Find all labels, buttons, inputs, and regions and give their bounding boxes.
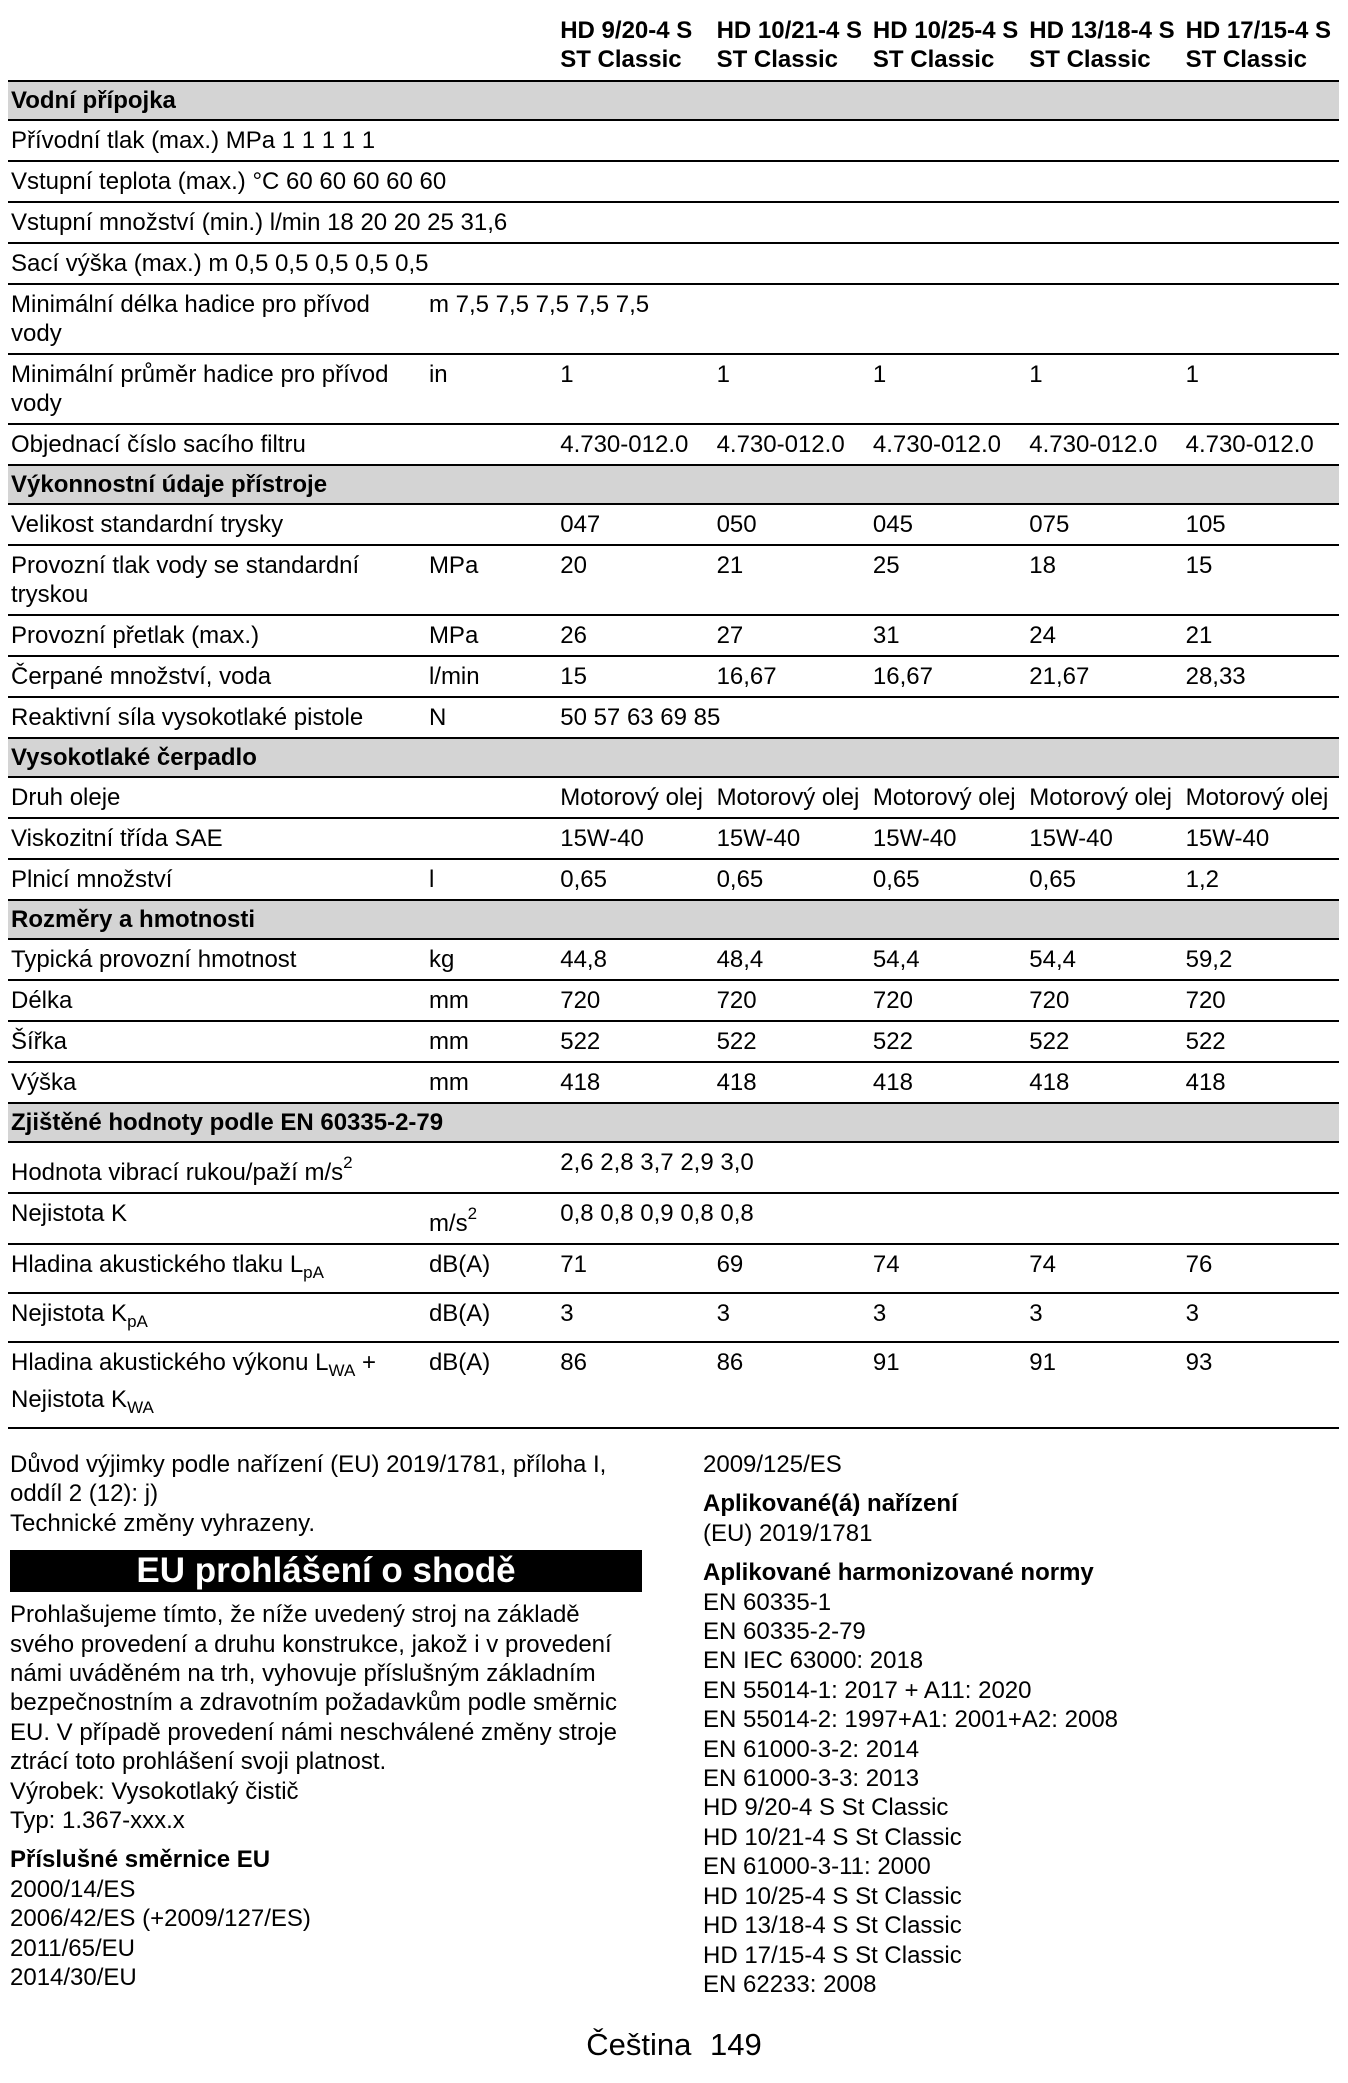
directive-item: 2011/65/EU: [10, 1934, 135, 1962]
table-row: [8, 1293, 1339, 1342]
row-value: 76: [1185, 1251, 1213, 1278]
row-value: 045: [872, 511, 913, 538]
row-unit: dB(A): [428, 1349, 491, 1376]
row-value: 4.730-012.0: [1185, 431, 1314, 458]
row-value: 3: [1185, 1300, 1199, 1327]
row-label: Hodnota vibrací rukou/paží m/s: [11, 1159, 344, 1186]
row-value: 27: [716, 622, 744, 649]
row-value: 21: [1185, 622, 1213, 649]
product-line: Výrobek: Vysokotlaký čistič: [10, 1777, 299, 1805]
row-label: Objednací číslo sacího filtru: [11, 431, 306, 458]
row-values-combined: 2,6 2,8 3,7 2,9 3,0: [560, 1149, 754, 1176]
row-value: Motorový olej: [560, 784, 703, 811]
row-value: 74: [1029, 1251, 1056, 1278]
row-values-combined: 50 57 63 69 85: [560, 704, 721, 731]
standard-item: EN 61000-3-11: 2000: [703, 1853, 931, 1881]
row-value: 418: [872, 1069, 913, 1096]
row-label: Přívodní tlak (max.) MPa 1 1 1 1 1: [11, 127, 376, 154]
row-value: 1: [1185, 361, 1199, 388]
row-unit: mm: [428, 987, 469, 1014]
row-label: Výška: [11, 1069, 77, 1096]
row-value: Motorový olej: [1029, 784, 1172, 811]
row-label: Reaktivní síla vysokotlaké pistole: [11, 704, 364, 731]
row-value: 25: [872, 552, 900, 579]
row-unit: dB(A): [428, 1251, 491, 1278]
model-header: HD 10/25-4 S ST Classic: [870, 14, 1026, 81]
section-title: Rozměry a hmotnosti: [11, 906, 256, 933]
row-unit: in: [428, 361, 448, 388]
row-label: Sací výška (max.) m 0,5 0,5 0,5 0,5 0,5: [11, 250, 429, 277]
row-value: 0,65: [716, 866, 764, 893]
row-value: 26: [560, 622, 587, 649]
row-label: Provozní tlak vody se standardní tryskou: [11, 552, 360, 608]
standard-item: EN IEC 63000: 2018: [703, 1647, 924, 1675]
row-value: 4.730-012.0: [716, 431, 845, 458]
row-label: Nejistota K: [11, 1300, 128, 1327]
model-header: HD 9/20-4 S ST Classic: [557, 14, 713, 81]
row-value: 720: [872, 987, 913, 1014]
label-subscript: pA: [303, 1263, 324, 1282]
model-header-row: [8, 14, 1339, 81]
row-value: 15: [560, 663, 587, 690]
section-header-row: [8, 465, 1339, 504]
section-header-row: [8, 1103, 1339, 1142]
page-footer: [0, 2026, 1348, 2064]
row-value: 3: [1029, 1300, 1043, 1327]
row-value: 15W-40: [1029, 825, 1113, 852]
row-value: Motorový olej: [1185, 784, 1329, 811]
row-label: Čerpané množství, voda: [11, 663, 272, 690]
row-unit: dB(A): [428, 1300, 491, 1327]
page-number: 149: [710, 2027, 762, 2062]
section-header-row: [8, 900, 1339, 939]
table-row: [8, 697, 1339, 738]
row-value: 522: [560, 1028, 601, 1055]
row-value: 047: [560, 511, 601, 538]
row-value: 522: [1029, 1028, 1070, 1055]
table-row: [8, 859, 1339, 900]
row-unit: kg: [428, 946, 455, 973]
standard-item: EN 60335-2-79: [703, 1618, 866, 1646]
directives-heading: Příslušné směrnice EU: [10, 1846, 271, 1874]
row-value: 418: [716, 1069, 757, 1096]
table-row: [8, 939, 1339, 980]
exemption-text: Důvod výjimky podle nařízení (EU) 2019/1781, příloha I, oddíl 2 (12): j): [10, 1451, 607, 1508]
row-label: Viskozitní třída SAE: [11, 825, 223, 852]
row-unit-values: m 7,5 7,5 7,5 7,5 7,5: [428, 291, 650, 318]
row-value: 71: [560, 1251, 587, 1278]
standard-item: EN 55014-1: 2017 + A11: 2020: [703, 1676, 1032, 1704]
row-value: 4.730-012.0: [560, 431, 689, 458]
row-value: 050: [716, 511, 757, 538]
row-label: Vstupní teplota (max.) °C 60 60 60 60 60: [11, 168, 447, 195]
row-value: 91: [872, 1349, 900, 1376]
technical-changes-note: Technické změny vyhrazeny.: [10, 1509, 316, 1537]
row-value: 3: [716, 1300, 730, 1327]
row-value: 418: [560, 1069, 601, 1096]
directive-item: 2000/14/ES: [10, 1875, 136, 1903]
standard-item: EN 62233: 2008: [703, 1970, 877, 1998]
row-value: 15W-40: [872, 825, 957, 852]
table-row: [8, 1193, 1339, 1244]
section-title: Vysokotlaké čerpadlo: [11, 744, 257, 771]
standard-item: HD 10/25-4 S St Classic: [703, 1882, 962, 1910]
row-value: 075: [1029, 511, 1070, 538]
row-label: Velikost standardní trysky: [11, 511, 284, 538]
row-unit: l/min: [428, 663, 480, 690]
table-row: [8, 818, 1339, 859]
standard-item: EN 60335-1: [703, 1588, 832, 1616]
row-value: 93: [1185, 1349, 1213, 1376]
section-title: Zjištěné hodnoty podle EN 60335-2-79: [11, 1109, 444, 1136]
row-value: 1: [716, 361, 730, 388]
left-column: [10, 1450, 650, 1993]
type-line: Typ: 1.367-xxx.x: [10, 1807, 185, 1835]
table-row: [8, 161, 1339, 202]
row-unit: N: [428, 704, 447, 731]
row-label: Nejistota K: [11, 1200, 128, 1227]
row-value: 21,67: [1029, 663, 1090, 690]
table-row: [8, 1021, 1339, 1062]
row-value: 720: [1185, 987, 1226, 1014]
row-label: Plnicí množství: [11, 866, 173, 893]
standard-item: EN 55014-2: 1997+A1: 2001+A2: 2008: [703, 1706, 1119, 1734]
table-row: [8, 354, 1339, 424]
table-row: [8, 1244, 1339, 1293]
row-value: 522: [1185, 1028, 1226, 1055]
row-unit: MPa: [428, 552, 479, 579]
table-row: [8, 202, 1339, 243]
row-value: 48,4: [716, 946, 764, 973]
row-value: 86: [716, 1349, 744, 1376]
row-label: Šířka: [11, 1028, 68, 1055]
unit-superscript: 2: [343, 1153, 353, 1172]
row-value: 0,65: [560, 866, 607, 893]
table-row: [8, 980, 1339, 1021]
row-value: 3: [560, 1300, 574, 1327]
row-unit: MPa: [428, 622, 479, 649]
row-label: Typická provozní hmotnost: [11, 946, 297, 973]
row-value: 105: [1185, 511, 1226, 538]
technical-data-table: [8, 14, 1339, 1429]
standards-heading: Aplikované harmonizované normy: [703, 1559, 1094, 1587]
row-unit: mm: [428, 1069, 469, 1096]
row-unit: mm: [428, 1028, 469, 1055]
row-label: Hladina akustického výkonu L: [11, 1349, 329, 1376]
row-value: Motorový olej: [716, 784, 860, 811]
table-row: [8, 424, 1339, 465]
table-row: [8, 615, 1339, 656]
row-value: 20: [560, 552, 587, 579]
label-subscript: pA: [127, 1312, 148, 1331]
row-label: Délka: [11, 987, 73, 1014]
row-value: 0,65: [872, 866, 920, 893]
regulation-heading: Aplikované(á) nařízení: [703, 1490, 958, 1518]
label-subscript: WA: [127, 1398, 154, 1417]
row-value: 31: [872, 622, 900, 649]
table-row: [8, 777, 1339, 818]
row-label: Minimální délka hadice pro přívod vody: [11, 291, 370, 347]
model-header: HD 17/15-4 S ST Classic: [1183, 14, 1339, 81]
standard-item: HD 9/20-4 S St Classic: [703, 1794, 949, 1822]
label-subscript: WA: [328, 1361, 356, 1380]
row-value: 91: [1029, 1349, 1056, 1376]
model-header: HD 13/18-4 S ST Classic: [1026, 14, 1182, 81]
row-value: 44,8: [560, 946, 607, 973]
section-title: Vodní přípojka: [11, 87, 176, 114]
row-label: Vstupní množství (min.) l/min 18 20 20 25 31,6: [11, 209, 508, 236]
eu-declaration-heading: EU prohlášení o shodě: [10, 1550, 642, 1592]
row-value: 4.730-012.0: [872, 431, 1002, 458]
table-row: [8, 243, 1339, 284]
row-label: Druh oleje: [11, 784, 121, 811]
row-value: 720: [716, 987, 757, 1014]
row-value: 16,67: [716, 663, 777, 690]
row-value: 15W-40: [560, 825, 644, 852]
row-value: 86: [560, 1349, 587, 1376]
row-value: 418: [1029, 1069, 1070, 1096]
table-row: [8, 120, 1339, 161]
row-value: 15W-40: [716, 825, 801, 852]
regulation-value: (EU) 2019/1781: [703, 1519, 873, 1547]
row-value: 0,65: [1029, 866, 1076, 893]
row-value: 18: [1029, 552, 1056, 579]
row-value: 54,4: [1029, 946, 1076, 973]
directive-item: 2006/42/ES (+2009/127/ES): [10, 1905, 311, 1933]
standard-item: HD 10/21-4 S St Classic: [703, 1823, 962, 1851]
row-label: Provozní přetlak (max.): [11, 622, 260, 649]
row-value: 21: [716, 552, 744, 579]
row-value: 28,33: [1185, 663, 1246, 690]
directive-item: 2014/30/EU: [10, 1964, 137, 1992]
footer-language: Čeština: [586, 2027, 692, 2062]
row-value: 720: [560, 987, 601, 1014]
row-value: 522: [872, 1028, 913, 1055]
section-header-row: [8, 738, 1339, 777]
row-value: 69: [716, 1251, 744, 1278]
row-values-combined: 0,8 0,8 0,9 0,8 0,8: [560, 1200, 754, 1227]
row-value: 4.730-012.0: [1029, 431, 1158, 458]
model-header: HD 10/21-4 S ST Classic: [714, 14, 870, 81]
row-label: Minimální průměr hadice pro přívod vody: [11, 361, 389, 417]
section-header-row: [8, 81, 1339, 120]
directives-list: [10, 1875, 650, 1993]
section-title: Výkonnostní údaje přístroje: [11, 471, 328, 498]
row-value: 16,67: [872, 663, 933, 690]
standard-item: EN 61000-3-2: 2014: [703, 1735, 920, 1763]
unit-superscript: 2: [467, 1204, 478, 1223]
table-row: [8, 656, 1339, 697]
table-row: [8, 504, 1339, 545]
row-value: 1: [1029, 361, 1043, 388]
row-value: 1: [872, 361, 887, 388]
row-value: 74: [872, 1251, 900, 1278]
row-value: 418: [1185, 1069, 1226, 1096]
row-value: 522: [716, 1028, 757, 1055]
row-value: 15: [1185, 552, 1213, 579]
row-value: 1: [560, 361, 574, 388]
row-value: 720: [1029, 987, 1070, 1014]
table-row: [8, 1062, 1339, 1103]
table-row: [8, 1142, 1339, 1193]
row-label-plus: +: [355, 1349, 376, 1376]
table-row: [8, 284, 1339, 354]
row-value: 24: [1029, 622, 1056, 649]
row-label: Nejistota K: [11, 1386, 128, 1413]
right-column: [703, 1450, 1339, 1999]
standards-list: [703, 1588, 1339, 2000]
row-unit: l: [428, 866, 435, 893]
row-value: 59,2: [1185, 946, 1233, 973]
row-value: 54,4: [872, 946, 920, 973]
row-unit: m/s: [428, 1210, 468, 1237]
row-label: Hladina akustického tlaku L: [11, 1251, 304, 1278]
row-value: 15W-40: [1185, 825, 1270, 852]
directive-extra: 2009/125/ES: [703, 1451, 842, 1478]
table-row: [8, 1342, 1339, 1428]
row-value: Motorový olej: [872, 784, 1016, 811]
declaration-text: Prohlašujeme tímto, že níže uvedený stroj na základě svého provedení a druhu konstrukce, jakož i v provedení námi uváděném na trh, vyhovuje příslušným základním bezpečnostním a zdravotním požadavkům podle směrnic EU. V případě provedení námi neschválené změny stroje ztrácí toto prohlášení svoji platnost.: [10, 1601, 617, 1776]
standard-item: HD 13/18-4 S St Classic: [703, 1912, 962, 1940]
row-value: 1,2: [1185, 866, 1219, 893]
row-value: 3: [872, 1300, 887, 1327]
standard-item: HD 17/15-4 S St Classic: [703, 1941, 962, 1969]
standard-item: EN 61000-3-3: 2013: [703, 1765, 920, 1793]
table-row: [8, 545, 1339, 615]
